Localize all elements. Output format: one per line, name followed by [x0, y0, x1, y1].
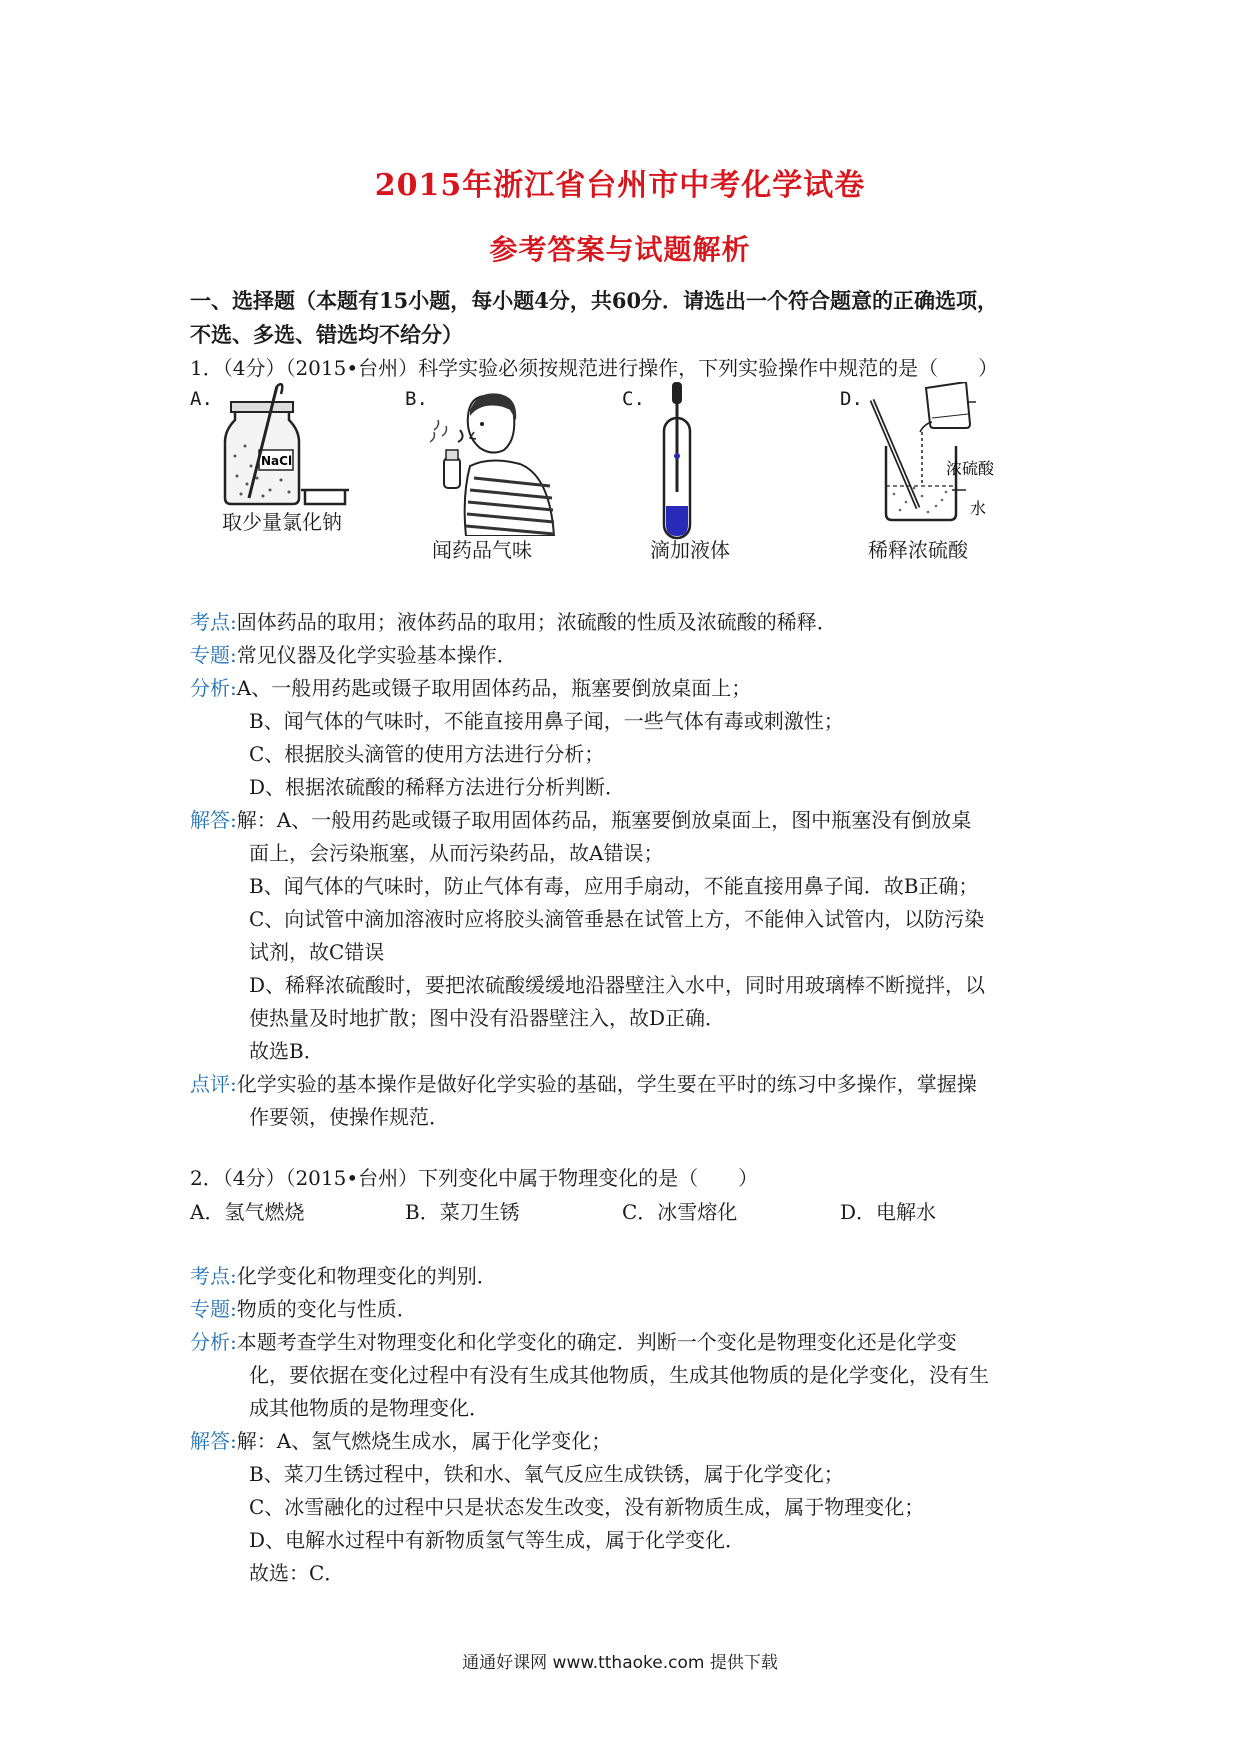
section-heading — [190, 284, 1070, 352]
fenxi-line: 化，要依据在变化过程中有没有生成其他物质，生成其他物质的是化学变化，没有生 — [249, 1363, 989, 1387]
page-subtitle: 参考答案与试题解析 — [489, 233, 751, 266]
zhuanti-label: 专题: — [190, 643, 237, 667]
jieda-label: 解答: — [190, 808, 237, 832]
acid-label: 浓硫酸 — [946, 459, 995, 478]
q1-zhuanti — [190, 639, 517, 668]
q1-option-a-caption: 取少量氯化钠 — [222, 510, 342, 534]
section-heading-line2: 不选、多选、错选均不给分） — [190, 322, 463, 347]
water-label: 水 — [970, 499, 987, 518]
jieda-line: 面上，会污染瓶塞，从而污染药品，故A错误； — [249, 841, 664, 865]
page-title: 2015年浙江省台州市中考化学试卷 — [374, 168, 866, 203]
reagent-bottle-figure — [215, 380, 355, 510]
q1-stem: 1．（4分）（2015•台州）科学实验必须按规范进行操作，下列实验操作中规范的是（ ） — [190, 356, 999, 380]
q1-option-b-letter: B. — [405, 388, 428, 410]
q1-jieda — [190, 804, 971, 833]
dropper-test-tube-figure — [640, 382, 720, 542]
kaodian-text: 化学变化和物理变化的判别． — [236, 1264, 497, 1288]
q1-dianping — [190, 1068, 977, 1097]
dilution-beaker-figure — [862, 382, 1062, 532]
section-heading-line1: 一、选择题（本题有15小题，每小题4分，共60分．请选出一个符合题意的正确选项， — [190, 288, 999, 313]
kaodian-label: 考点: — [190, 1264, 237, 1288]
jieda-line: C、冰雪融化的过程中只是状态发生改变，没有新物质生成，属于物理变化； — [249, 1495, 925, 1519]
q1-option-d-caption: 稀释浓硫酸 — [868, 538, 968, 562]
fenxi-line: C、根据胶头滴管的使用方法进行分析； — [249, 742, 605, 766]
dianping-line: 化学实验的基本操作是做好化学实验的基础，学生要在平时的练习中多操作，掌握操 — [236, 1072, 977, 1096]
fenxi-line: 成其他物质的是物理变化． — [249, 1396, 489, 1420]
zhuanti-text: 常见仪器及化学实验基本操作． — [236, 643, 517, 667]
page-footer: 通通好课网 www.tthaoke.com 提供下载 — [462, 1653, 778, 1673]
fenxi-line: A、一般用药匙或镊子取用固体药品，瓶塞要倒放桌面上； — [236, 676, 752, 700]
jieda-line: D、稀释浓硫酸时，要把浓硫酸缓缓地沿器壁注入水中，同时用玻璃棒不断搅拌，以 — [249, 973, 986, 997]
jieda-line: B、闻气体的气味时，防止气体有毒，应用手扇动，不能直接用鼻子闻．故B正确； — [249, 874, 979, 898]
q2-fenxi — [190, 1326, 957, 1355]
jieda-line: 试剂，故C错误 — [249, 940, 385, 964]
q2-option-c: C．冰雪熔化 — [622, 1200, 738, 1224]
q1-option-d-letter: D. — [840, 388, 863, 410]
jieda-line: C、向试管中滴加溶液时应将胶头滴管垂悬在试管上方，不能伸入试管内，以防污染 — [249, 907, 985, 931]
jieda-line: B、菜刀生锈过程中，铁和水、氧气反应生成铁锈，属于化学变化； — [249, 1462, 844, 1486]
q1-option-c-caption: 滴加液体 — [650, 538, 730, 562]
jieda-line: 故选：C． — [249, 1561, 345, 1585]
jieda-label: 解答: — [190, 1429, 237, 1453]
q2-option-a: A．氢气燃烧 — [190, 1200, 305, 1224]
fenxi-line: 本题考查学生对物理变化和化学变化的确定．判断一个变化是物理变化还是化学变 — [236, 1330, 957, 1354]
fenxi-label: 分析: — [190, 676, 237, 700]
dianping-label: 点评: — [190, 1072, 237, 1096]
jieda-line: D、电解水过程中有新物质氢气等生成，属于化学变化． — [249, 1528, 746, 1552]
q2-jieda — [190, 1425, 611, 1454]
q2-zhuanti — [190, 1293, 417, 1322]
jieda-line: 故选B． — [249, 1039, 324, 1063]
q1-option-c-letter: C. — [622, 388, 645, 410]
jieda-line: 解：A、一般用药匙或镊子取用固体药品，瓶塞要倒放桌面上，图中瓶塞没有倒放桌 — [236, 808, 972, 832]
q1-option-b-caption: 闻药品气味 — [432, 538, 532, 562]
q2-option-b: B．菜刀生锈 — [405, 1200, 520, 1224]
fenxi-line: D、根据浓硫酸的稀释方法进行分析判断． — [249, 775, 626, 799]
q1-kaodian — [190, 606, 837, 635]
nacl-label: NaCl — [261, 454, 293, 468]
zhuanti-text: 物质的变化与性质． — [236, 1297, 417, 1321]
q2-stem: 2．（4分）（2015•台州）下列变化中属于物理变化的是（ ） — [190, 1166, 759, 1190]
q1-fenxi — [190, 672, 751, 701]
q1-option-a-letter: A. — [190, 388, 213, 410]
fenxi-line: B、闻气体的气味时，不能直接用鼻子闻，一些气体有毒或刺激性； — [249, 709, 844, 733]
smelling-person-figure — [430, 386, 570, 536]
q2-option-d: D．电解水 — [840, 1200, 937, 1224]
dianping-line: 作要领，使操作规范． — [249, 1105, 449, 1129]
fenxi-label: 分析: — [190, 1330, 237, 1354]
kaodian-label: 考点: — [190, 610, 237, 634]
q2-kaodian — [190, 1260, 497, 1289]
kaodian-text: 固体药品的取用；液体药品的取用；浓硫酸的性质及浓硫酸的稀释． — [236, 610, 837, 634]
zhuanti-label: 专题: — [190, 1297, 237, 1321]
jieda-line: 解：A、氢气燃烧生成水，属于化学变化； — [236, 1429, 612, 1453]
jieda-line: 使热量及时地扩散；图中没有沿器壁注入，故D正确． — [249, 1006, 726, 1030]
